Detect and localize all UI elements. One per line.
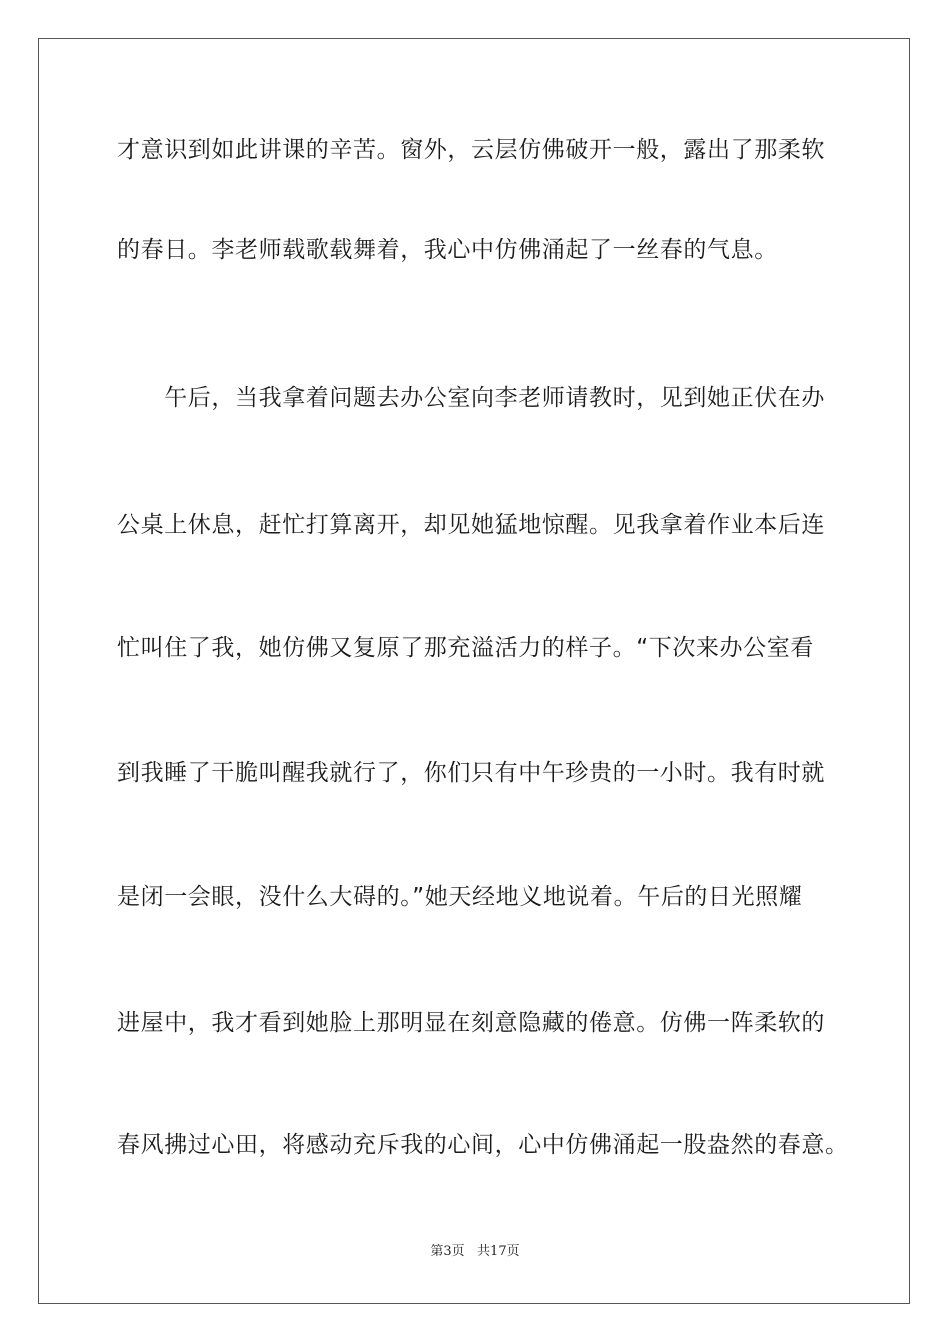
text-line-1: 才意识到如此讲课的辛苦。窗外，云层仿佛破开一般，露出了那柔软 (117, 137, 825, 163)
text-line-2: 的春日。李老师载歌载舞着，我心中仿佛涌起了一丝春的气息。 (117, 237, 778, 263)
text-line-6: 到我睡了干脆叫醒我就行了，你们只有中午珍贵的一小时。我有时就 (117, 760, 825, 786)
page-border (38, 38, 910, 1304)
page-number-footer: 第3页 共17页 (430, 1244, 520, 1259)
text-line-7: 是闭一会眼，没什么大碍的。”她天经地义地说着。午后的日光照耀 (117, 884, 803, 910)
text-line-4: 公桌上休息，赶忙打算离开，却见她猛地惊醒。见我拿着作业本后连 (117, 512, 825, 538)
text-line-3: 午后，当我拿着问题去办公室向李老师请教时，见到她正伏在办 (117, 385, 825, 411)
text-line-9: 春风拂过心田，将感动充斥我的心间，心中仿佛涌起一股盎然的春意。 (117, 1132, 849, 1158)
text-line-5: 忙叫住了我，她仿佛又复原了那充溢活力的样子。“下次来办公室看 (117, 635, 814, 661)
text-line-8: 进屋中，我才看到她脸上那明显在刻意隐藏的倦意。仿佛一阵柔软的 (117, 1010, 825, 1036)
